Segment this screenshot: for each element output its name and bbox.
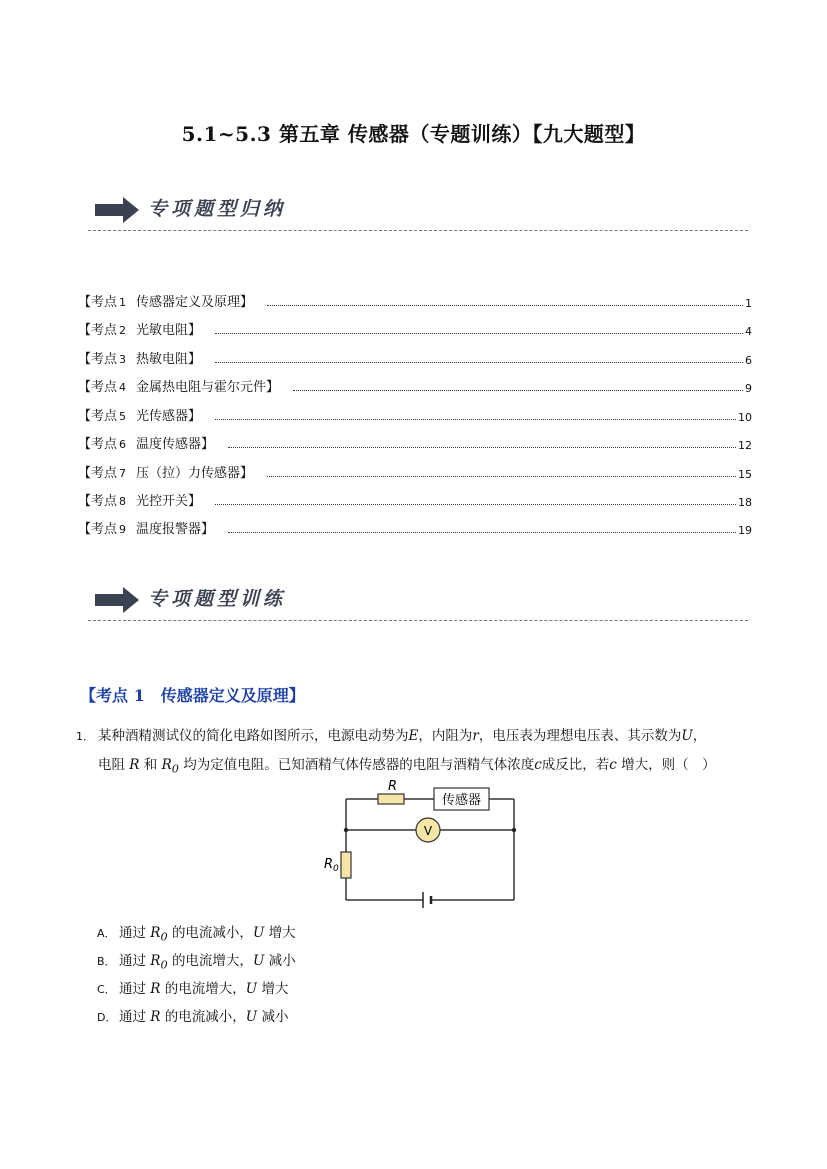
resistor-r0 bbox=[341, 852, 351, 878]
label-r: R bbox=[388, 779, 398, 794]
option-b[interactable]: B． 通过 $R_0$ 的电流增大，U 减小 bbox=[97, 953, 296, 972]
option-a[interactable]: A． 通过 $R_0$ 的电流减小，U 增大 bbox=[97, 925, 296, 944]
toc-leader-dots bbox=[228, 446, 736, 448]
option-label: C． bbox=[97, 983, 116, 996]
toc-item-page: 18 bbox=[738, 496, 752, 509]
option-label: D． bbox=[97, 1011, 117, 1024]
banner-title: 专项题型归纳 bbox=[148, 198, 287, 220]
toc-item-label: 【考点 3 热敏电阻】 bbox=[78, 352, 202, 367]
arrow-icon bbox=[93, 585, 141, 615]
section-banner-summary bbox=[88, 192, 748, 232]
toc-item[interactable] bbox=[78, 345, 752, 367]
toc-item-page: 12 bbox=[738, 439, 752, 452]
toc-item-label: 【考点 7 压（拉）力传感器】 bbox=[78, 466, 254, 481]
toc-leader-dots bbox=[215, 361, 743, 363]
divider bbox=[88, 620, 748, 621]
toc-leader-dots bbox=[215, 332, 743, 334]
toc-leader-dots bbox=[293, 389, 743, 391]
toc-leader-dots bbox=[215, 418, 736, 420]
toc-item-page: 1 bbox=[745, 297, 752, 310]
circuit-diagram bbox=[318, 772, 523, 912]
toc-leader-dots bbox=[215, 503, 736, 505]
option-label: A． bbox=[97, 927, 116, 940]
toc-item-label: 【考点 5 光传感器】 bbox=[78, 409, 202, 424]
option-d[interactable]: D． 通过 R 的电流减小，U 减小 bbox=[97, 1009, 289, 1025]
toc-item-page: 6 bbox=[745, 354, 752, 367]
section-banner-training bbox=[88, 582, 748, 622]
toc-item-label: 【考点 6 温度传感器】 bbox=[78, 437, 215, 452]
toc-item-page: 15 bbox=[738, 468, 752, 481]
option-c[interactable]: C． 通过 R 的电流增大，U 增大 bbox=[97, 981, 289, 997]
junction-dot bbox=[344, 828, 348, 832]
toc-item-page: 19 bbox=[738, 524, 752, 537]
junction-dot bbox=[512, 828, 516, 832]
toc-item-page: 10 bbox=[738, 411, 752, 424]
toc-item[interactable] bbox=[78, 373, 752, 395]
toc-item[interactable] bbox=[78, 316, 752, 338]
toc-item-label: 【考点 2 光敏电阻】 bbox=[78, 323, 202, 338]
toc-item[interactable] bbox=[78, 459, 752, 481]
question-number: 1． bbox=[76, 730, 94, 743]
toc-leader-dots bbox=[267, 475, 736, 477]
label-r0: $R_0$ bbox=[324, 857, 339, 874]
toc-item[interactable] bbox=[78, 515, 752, 537]
banner-title: 专项题型训练 bbox=[148, 588, 287, 610]
toc-item[interactable] bbox=[78, 487, 752, 509]
toc-item[interactable] bbox=[78, 430, 752, 452]
section-heading: 【考点 1 传感器定义及原理】 bbox=[80, 686, 305, 705]
toc-item-label: 【考点 4 金属热电阻与霍尔元件】 bbox=[78, 380, 280, 395]
page-title: 5.1~5.3 第五章 传感器（专题训练）【九大题型】 bbox=[181, 122, 646, 146]
toc-item[interactable] bbox=[78, 288, 752, 310]
toc-item-label: 【考点 1 传感器定义及原理】 bbox=[78, 295, 254, 310]
toc-item-label: 【考点 9 温度报警器】 bbox=[78, 522, 215, 537]
question-line-1: 1． 某种酒精测试仪的简化电路如图所示，电源电动势为E，内阻为r，电压表为理想电压表、其示数为U， bbox=[76, 722, 756, 751]
toc-item-page: 9 bbox=[745, 382, 752, 395]
option-label: B． bbox=[97, 955, 116, 968]
toc-item[interactable] bbox=[78, 402, 752, 424]
resistor-r bbox=[378, 794, 404, 804]
divider bbox=[88, 230, 748, 231]
toc-leader-dots bbox=[267, 304, 743, 306]
toc-leader-dots bbox=[228, 531, 736, 533]
label-v: V bbox=[423, 824, 433, 838]
label-sensor: 传感器 bbox=[441, 793, 482, 808]
toc-item-page: 4 bbox=[745, 325, 752, 338]
toc-item-label: 【考点 8 光控开关】 bbox=[78, 494, 202, 509]
arrow-icon bbox=[93, 195, 141, 225]
question-line-2: 电阻 R 和 $R_0$ 均为定值电阻。已知酒精气体传感器的电阻与酒精气体浓度c成反比，若c 增大，则（ ） bbox=[98, 757, 716, 776]
